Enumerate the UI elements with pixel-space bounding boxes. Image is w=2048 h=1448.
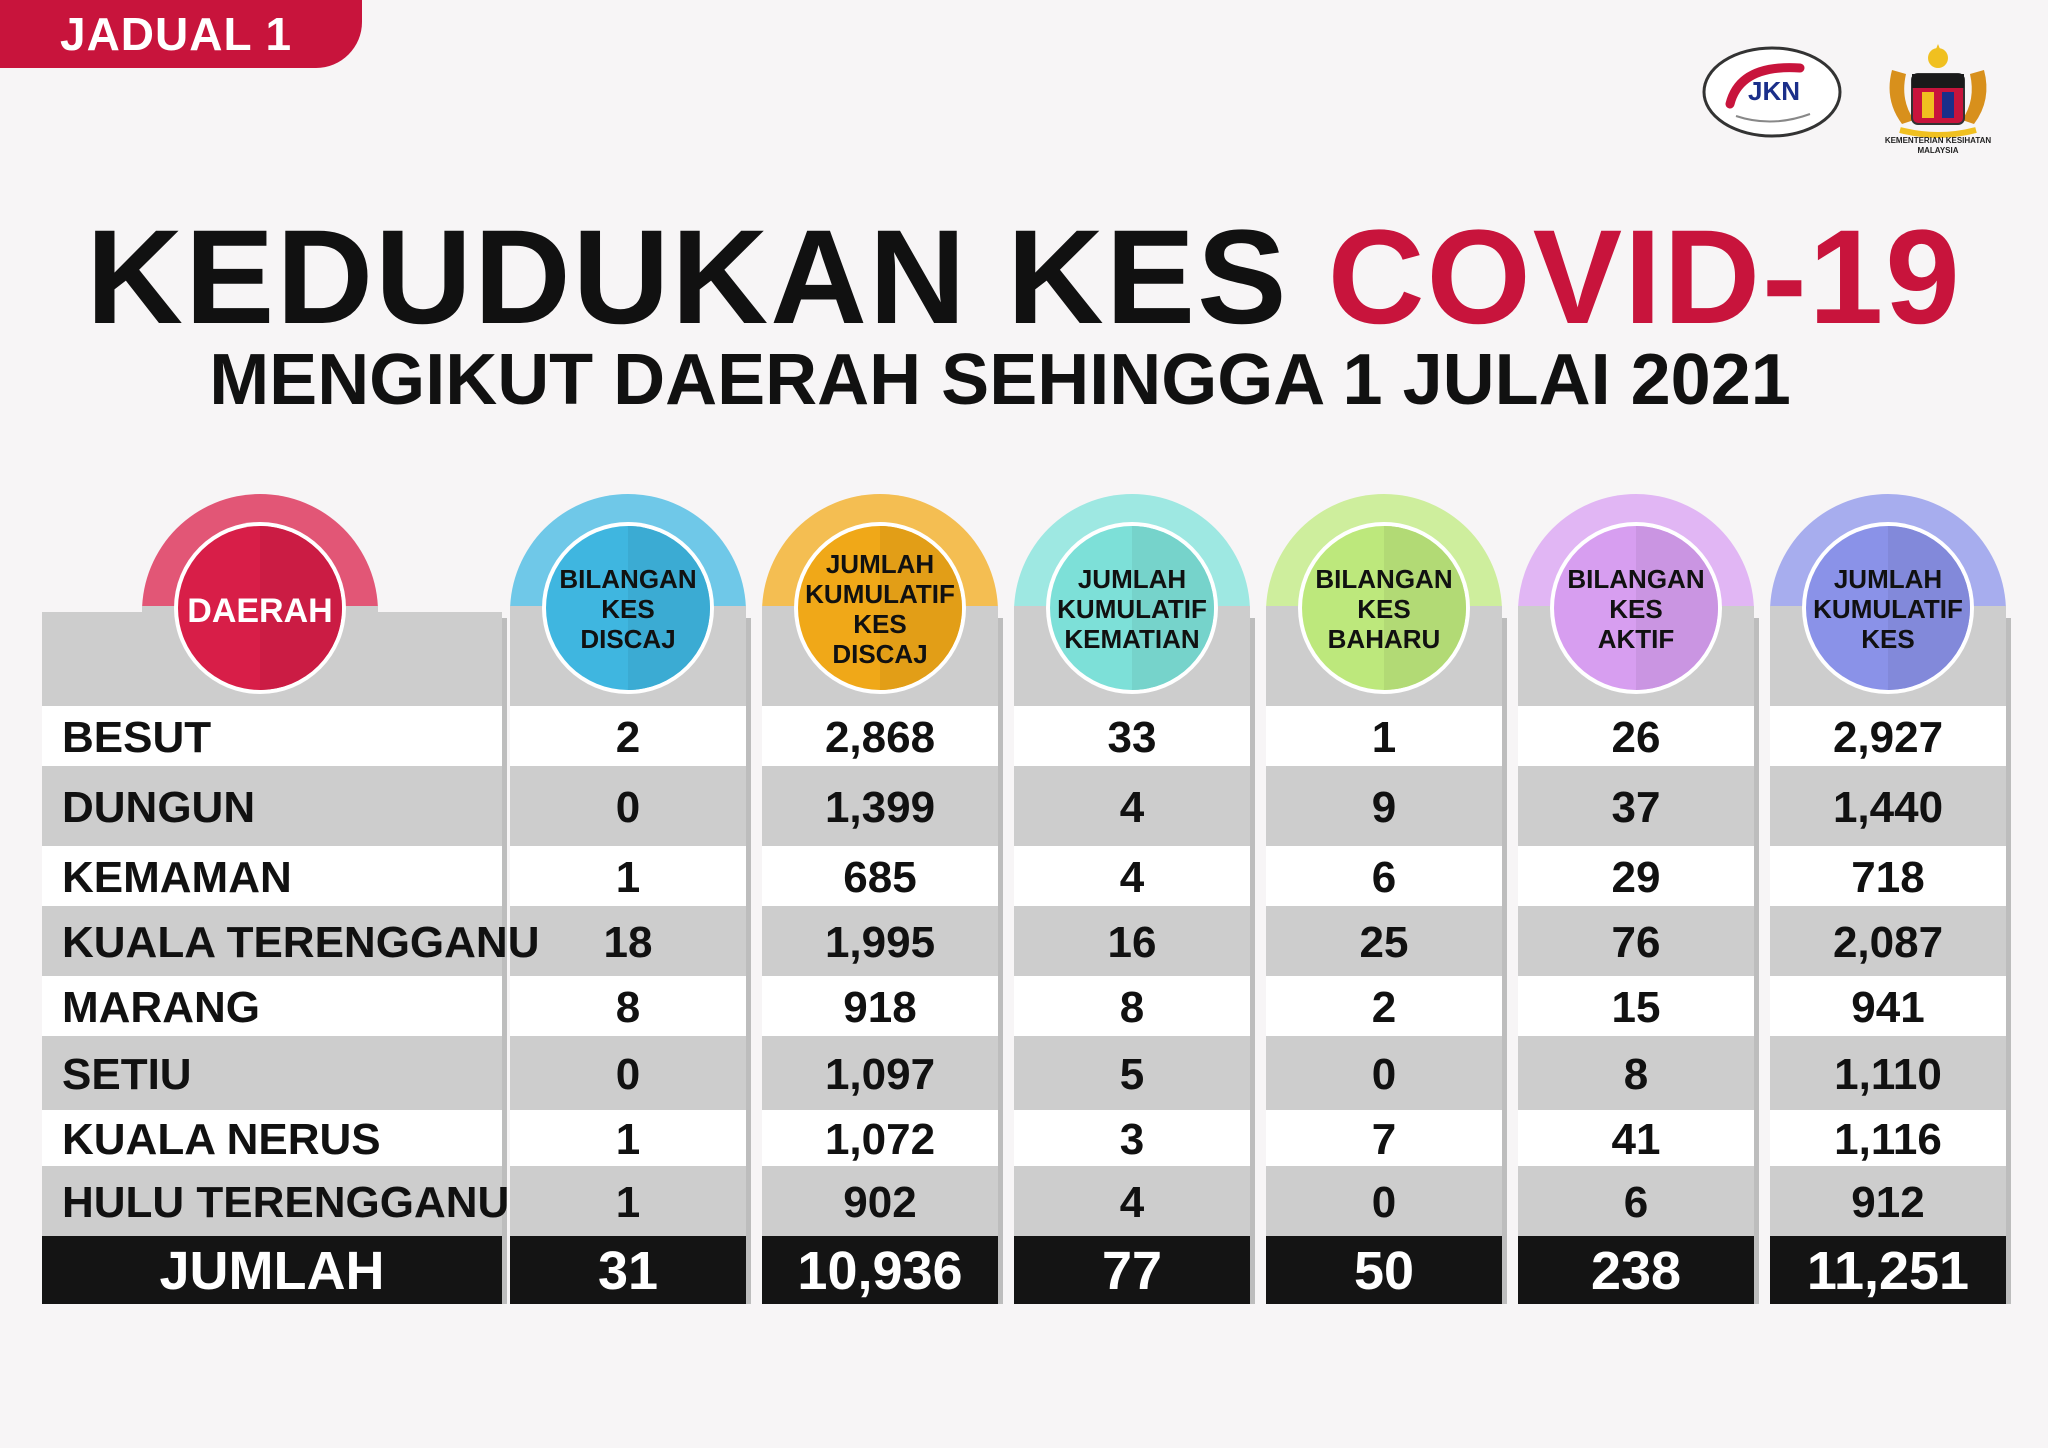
column-shadow [746,618,751,1304]
total-value-aktif: 238 [1590,1241,1682,1301]
cell-value-kumulatif_discaj: 1,399 [824,783,936,832]
cell-value-baharu: 6 [1371,853,1397,902]
table-number-tag: JADUAL 1 [0,0,362,68]
total-value-jumlah_kes: 11,251 [1806,1241,1970,1301]
header-label-discaj: BILANGAN [559,564,697,594]
cell-value-discaj: 18 [603,918,653,967]
total-label: JUMLAH [159,1241,385,1301]
page-subtitle: MENGIKUT DAERAH SEHINGGA 1 JULAI 2021 [209,340,1791,420]
header-label-aktif: AKTIF [1597,624,1675,654]
cell-value-kumulatif_discaj: 1,072 [824,1115,936,1164]
header-label-jumlah_kes: KES [1861,624,1915,654]
district-name: BESUT [62,713,212,762]
district-name: HULU TERENGGANU [62,1178,510,1227]
cell-value-aktif: 6 [1623,1178,1649,1227]
header-label-baharu: BAHARU [1327,624,1441,654]
cell-value-aktif: 29 [1611,853,1661,902]
cell-value-jumlah_kes: 2,087 [1832,918,1944,967]
cell-value-kematian: 33 [1107,713,1157,762]
cell-value-jumlah_kes: 2,927 [1832,713,1944,762]
header-label-jumlah_kes: KUMULATIF [1813,594,1963,624]
cell-value-jumlah_kes: 1,116 [1834,1115,1942,1164]
header-label-baharu: BILANGAN [1315,564,1453,594]
cell-value-kematian: 4 [1119,853,1145,902]
column-shadow [1502,618,1507,1304]
cell-value-kematian: 16 [1107,918,1157,967]
district-name: MARANG [62,983,260,1032]
header-label-discaj: KES [601,594,655,624]
cell-value-baharu: 7 [1371,1115,1397,1164]
cell-value-discaj: 0 [615,783,641,832]
header-label-jumlah_kes: JUMLAH [1833,564,1943,594]
cell-value-jumlah_kes: 912 [1851,1178,1925,1227]
cell-value-jumlah_kes: 1,440 [1832,783,1944,832]
cell-value-aktif: 41 [1611,1115,1661,1164]
cell-value-baharu: 0 [1371,1178,1397,1227]
header-label-kumulatif_discaj: KES [853,609,907,639]
cell-value-kumulatif_discaj: 1,995 [824,918,936,967]
cell-value-jumlah_kes: 941 [1851,983,1925,1032]
header-label-kematian: KEMATIAN [1064,624,1200,654]
cell-value-kematian: 5 [1119,1050,1145,1099]
column-shadow [2006,618,2011,1304]
cell-value-baharu: 9 [1371,783,1397,832]
total-value-baharu: 50 [1353,1241,1415,1301]
cell-value-discaj: 0 [615,1050,641,1099]
cell-value-baharu: 0 [1371,1050,1397,1099]
cell-value-discaj: 1 [615,853,641,902]
cell-value-kumulatif_discaj: 2,868 [824,713,936,762]
cell-value-aktif: 26 [1611,713,1661,762]
header-label-kematian: JUMLAH [1077,564,1187,594]
cell-value-discaj: 2 [615,713,641,762]
cell-value-aktif: 15 [1611,983,1661,1032]
cell-value-aktif: 76 [1611,918,1661,967]
cell-value-kematian: 8 [1119,983,1145,1032]
title-accent: COVID-19 [1327,203,1962,352]
cell-value-kumulatif_discaj: 918 [843,983,917,1032]
total-value-discaj: 31 [597,1241,659,1301]
cell-value-discaj: 8 [615,983,641,1032]
district-name: KEMAMAN [62,853,292,902]
cell-value-baharu: 1 [1371,713,1397,762]
district-name: KUALA NERUS [62,1115,381,1164]
header-label-discaj: DISCAJ [580,624,676,654]
header-label-kumulatif_discaj: DISCAJ [832,639,928,669]
cell-value-aktif: 8 [1623,1050,1649,1099]
cell-value-baharu: 2 [1371,983,1397,1032]
header-label-kumulatif_discaj: KUMULATIF [805,579,955,609]
cell-value-discaj: 1 [615,1178,641,1227]
cell-value-baharu: 25 [1359,918,1409,967]
district-name: DUNGUN [62,783,256,832]
district-name: SETIU [62,1050,192,1099]
total-value-kematian: 77 [1101,1241,1163,1301]
cell-value-kematian: 3 [1119,1115,1145,1164]
cell-value-kematian: 4 [1119,783,1145,832]
cell-value-kematian: 4 [1119,1178,1145,1227]
header-label-baharu: KES [1357,594,1411,624]
daerah-header-label: DAERAH [187,592,333,630]
header-label-aktif: BILANGAN [1567,564,1705,594]
cell-value-kumulatif_discaj: 685 [843,853,917,902]
title-main: KEDUDUKAN KES [86,203,1289,352]
cell-value-discaj: 1 [615,1115,641,1164]
jkn-logo-text: JKN [1747,76,1801,106]
district-name: KUALA TERENGGANU [62,918,540,967]
cell-value-kumulatif_discaj: 902 [843,1178,917,1227]
cell-value-jumlah_kes: 1,110 [1834,1050,1942,1099]
kkm-caption: KEMENTERIAN KESIHATAN MALAYSIA [1884,136,1992,155]
header-label-kumulatif_discaj: JUMLAH [825,549,935,579]
header-label-kematian: KUMULATIF [1057,594,1207,624]
cell-value-aktif: 37 [1611,783,1661,832]
total-value-kumulatif_discaj: 10,936 [797,1241,963,1301]
column-shadow [1250,618,1255,1304]
column-shadow [1754,618,1759,1304]
column-shadow [998,618,1003,1304]
header-label-aktif: KES [1609,594,1663,624]
cell-value-kumulatif_discaj: 1,097 [824,1050,936,1099]
cell-value-jumlah_kes: 718 [1851,853,1925,902]
